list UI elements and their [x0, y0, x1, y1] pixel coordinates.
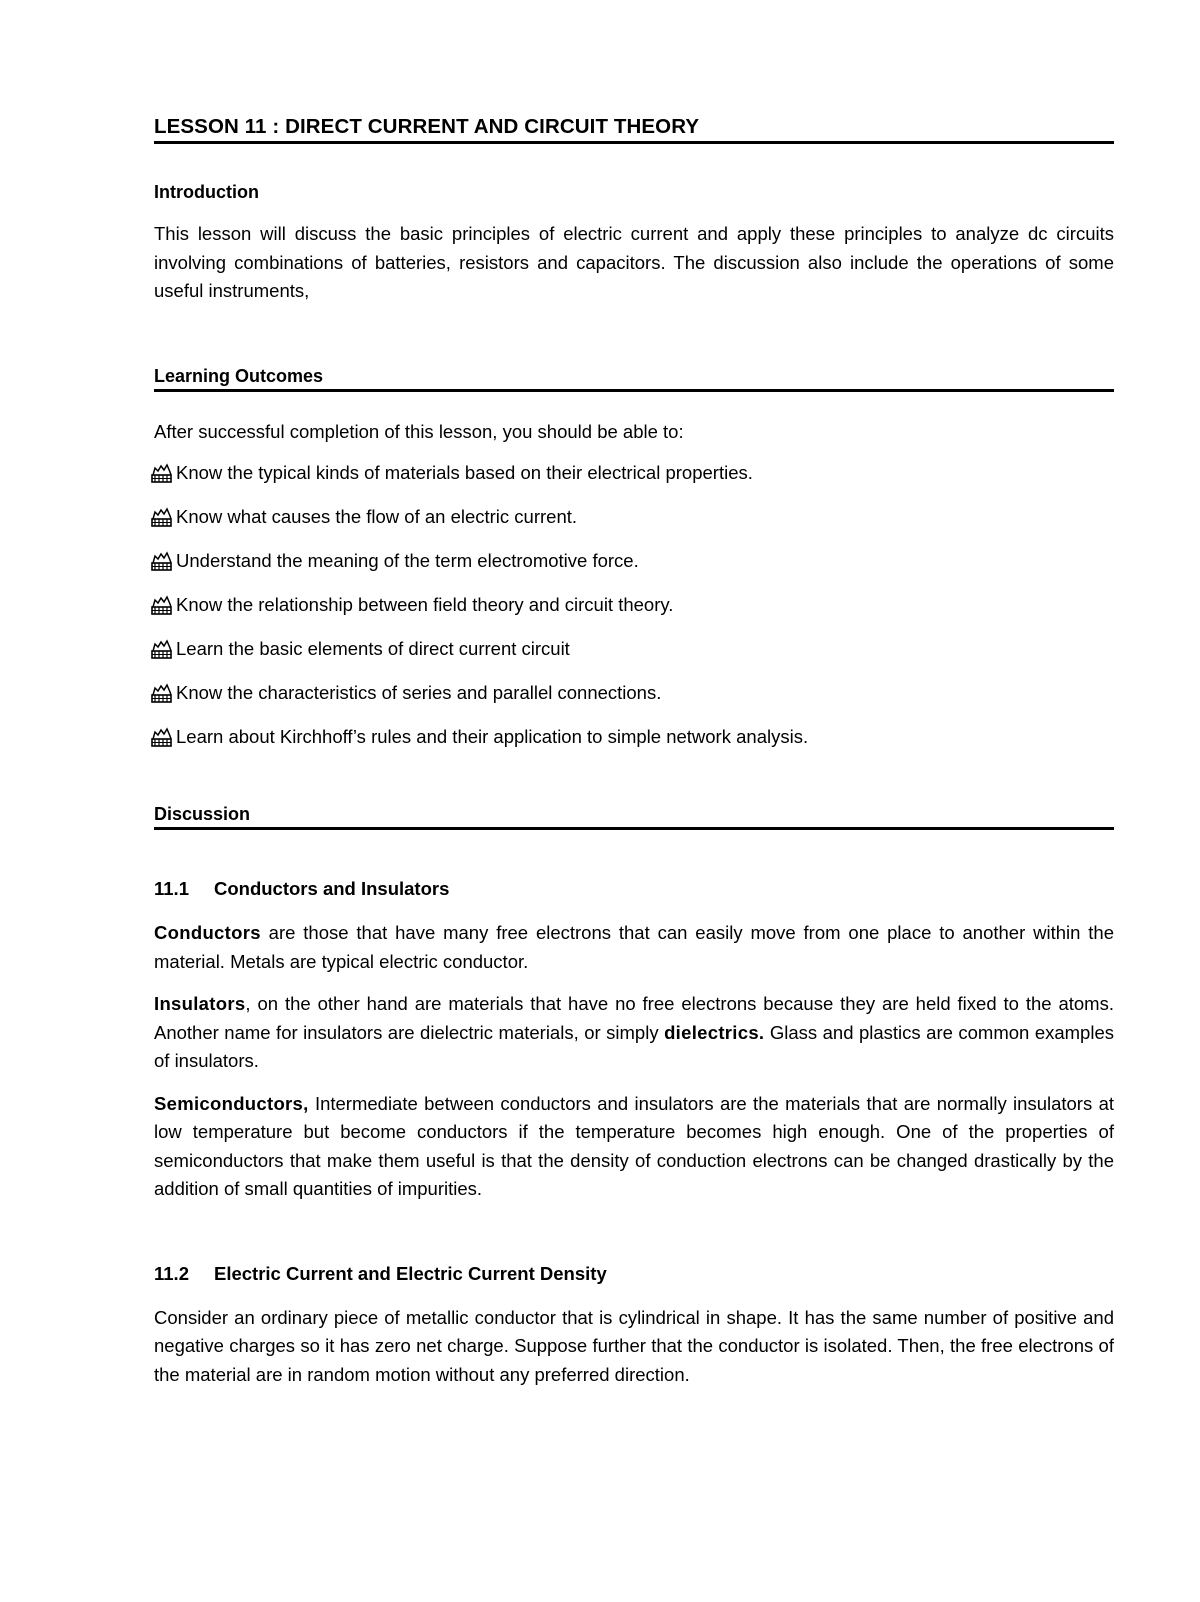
writing-hand-icon	[151, 551, 173, 571]
outcome-item	[154, 636, 1114, 662]
outcome-item	[154, 504, 1114, 530]
outcome-item	[154, 460, 1114, 486]
outcome-item	[154, 592, 1114, 618]
section-number: 11.2	[154, 1262, 189, 1284]
outcomes-list	[154, 460, 1114, 750]
section-heading-11-2	[154, 1261, 1114, 1287]
introduction-heading: Introduction	[154, 182, 259, 202]
outcome-text: Know the typical kinds of materials based on their electrical properties.	[176, 462, 753, 483]
page-content	[154, 114, 1114, 1389]
outcome-text: Know what causes the flow of an electric current.	[176, 506, 578, 527]
semiconductors-term: Semiconductors,	[154, 1092, 309, 1114]
writing-hand-icon	[151, 595, 173, 615]
outcome-item	[154, 724, 1114, 750]
insulators-text-a: , on the other hand are materials that have no free electrons because they are held fixed to the atoms. Another name for insulators are dielectric materials, or simply	[154, 993, 1114, 1043]
outcome-text: Know the relationship between field theory and circuit theory.	[176, 594, 674, 615]
current-paragraph: Consider an ordinary piece of metallic conductor that is cylindrical in shape. It has the same number of positive and negative charges so it has zero net charge. Suppose further that the conductor is isolated. Then, the free electrons of the material are in random motion without any preferred direction.	[154, 1306, 1114, 1385]
outcome-item	[154, 548, 1114, 574]
conductors-text: are those that have many free electrons that can easily move from one place to another within the material. Metals are typical electric conductor.	[154, 922, 1114, 972]
learning-outcomes-heading: Learning Outcomes	[154, 365, 324, 386]
writing-hand-icon	[151, 727, 173, 747]
insulators-text-b: Glass and plastics are common examples of insulators.	[154, 1021, 1114, 1071]
section-heading-11-1	[154, 876, 1114, 902]
section-number: 11.1	[154, 878, 189, 899]
outcome-text: Learn about Kirchhoff’s rules and their application to simple network analysis.	[176, 726, 809, 747]
title-rule	[154, 141, 1114, 144]
writing-hand-icon	[151, 683, 173, 703]
discussion-rule	[154, 827, 1114, 830]
introduction-paragraph: This lesson will discuss the basic principles of electric current and apply these principles to analyze dc circuits involving combinations of batteries, resistors and capacitors. The discussion also include the operations of some useful instruments,	[154, 223, 1114, 301]
writing-hand-icon	[151, 463, 173, 483]
semiconductors-paragraph	[154, 1090, 1114, 1204]
outcome-text: Understand the meaning of the term electromotive force.	[176, 550, 639, 571]
conductors-term: Conductors	[154, 922, 261, 943]
lesson-title: LESSON 11 : DIRECT CURRENT AND CIRCUIT THEORY	[154, 115, 700, 138]
dielectrics-term: dielectrics.	[664, 1021, 765, 1043]
discussion-heading: Discussion	[154, 804, 251, 824]
insulators-term: Insulators	[154, 993, 246, 1014]
writing-hand-icon	[151, 639, 173, 659]
learning-outcomes-rule	[154, 389, 1114, 392]
section-title: Conductors and Insulators	[214, 878, 450, 899]
outcome-text: Learn the basic elements of direct current circuit	[176, 638, 570, 659]
section-title: Electric Current and Electric Current Density	[214, 1262, 607, 1284]
insulators-paragraph	[154, 990, 1114, 1076]
outcomes-lead: After successful completion of this lesson, you should be able to:	[154, 420, 684, 442]
outcome-item	[154, 680, 1114, 706]
semiconductors-text: Intermediate between conductors and insulators are the materials that are normally insulators at low temperature but become conductors if the temperature becomes high enough. One of the properties of semiconductors that make them useful is that the density of conduction electrons can be changed drastically by the addition of small quantities of impurities.	[154, 1092, 1114, 1199]
writing-hand-icon	[151, 507, 173, 527]
conductors-paragraph	[154, 919, 1114, 976]
outcome-text: Know the characteristics of series and parallel connections.	[176, 682, 662, 703]
